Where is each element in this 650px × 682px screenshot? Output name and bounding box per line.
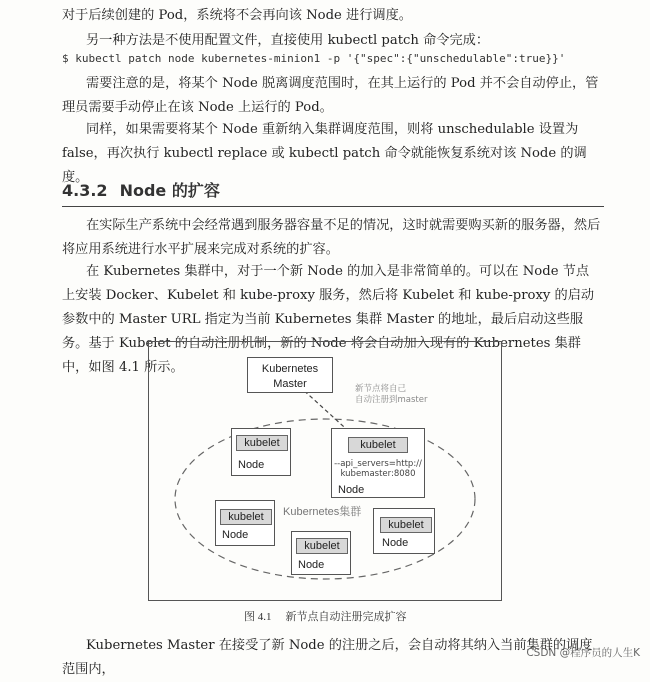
kubelet-1: kubelet <box>236 435 288 451</box>
code-line: $ kubectl patch node kubernetes-minion1 -p '{"spec":{"unschedulable":true}}' <box>62 52 566 65</box>
kubelet-3: kubelet <box>296 538 348 554</box>
figure-4-1 <box>148 341 502 601</box>
param-line-1: --api_servers=http:// <box>334 459 422 469</box>
kubelet-2: kubelet <box>220 509 272 525</box>
section-heading <box>62 178 220 201</box>
caption-text: 新节点自动注册完成扩容 <box>285 610 407 623</box>
note-line-2: 自动注册到master <box>355 395 428 405</box>
paragraph-2: 另一种方法是不使用配置文件，直接使用 kubectl patch 命令完成： <box>86 33 490 48</box>
paragraph-6: 在 Kubernetes 集群中，对于一个新 Node 的加入是非常简单的。可以在 Node 节点上安装 Docker、Kubelet 和 kube-proxy 服务，然后将 Kubelet 和 kube-proxy 的启动参数中的 Master URL 指定为当前 Kubernetes 集群 Master 的地址，最后启动这些服务。基于 Kubelet 的自动注册机制，新的 Node 将会自动加入现有的 Kubernetes 集群中，如图 4.1 所示。 <box>62 264 595 375</box>
node-4 <box>373 508 435 554</box>
node-2 <box>215 500 275 546</box>
node-3 <box>291 531 351 575</box>
paragraph-7: Kubernetes Master 在接受了新 Node 的注册之后，会自动将其纳入当前集群的调度范围内， <box>62 638 593 677</box>
param-line-2: kubemaster:8080 <box>340 469 416 479</box>
node-label-2: Node <box>222 529 249 541</box>
caption-number: 图 4.1 <box>244 611 272 623</box>
section-number: 4.3.2 <box>62 181 108 200</box>
figure-caption <box>244 608 407 624</box>
node-label-3: Node <box>298 559 325 571</box>
node-label-1: Node <box>238 459 265 471</box>
api-servers-param <box>332 459 424 479</box>
master-label-2: Master <box>273 378 307 390</box>
paragraph-3: 需要注意的是，将某个 Node 脱离调度范围时，在其上运行的 Pod 并不会自动停止，管理员需要手动停止在该 Node 上运行的 Pod。 <box>62 76 599 115</box>
paragraph-1: 对于后续创建的 Pod，系统将不会再向该 Node 进行调度。 <box>62 8 412 23</box>
note-line-1: 新节点将自己 <box>355 384 407 394</box>
paragraph-4: 同样，如果需要将某个 Node 重新纳入集群调度范围，则将 unschedulable 设置为 false，再次执行 kubectl replace 或 kubectl patch 命令就能恢复系统对该 Node 的调度。 <box>62 122 587 185</box>
master-label-1: Kubernetes <box>261 363 319 375</box>
section-title: Node 的扩容 <box>119 181 220 200</box>
section-divider <box>62 206 604 207</box>
master-box <box>247 357 333 393</box>
kubelet-new: kubelet <box>348 437 408 453</box>
watermark: CSDN @程序员的人生K <box>526 647 640 659</box>
node-label-new: Node <box>338 484 365 496</box>
register-note <box>355 384 427 406</box>
paragraph-5: 在实际生产系统中会经常遇到服务器容量不足的情况，这时就需要购买新的服务器，然后将应用系统进行水平扩展来完成对系统的扩容。 <box>62 218 601 257</box>
cluster-label: Kubernetes集群 <box>283 506 362 518</box>
kubelet-4: kubelet <box>380 517 432 533</box>
node-new <box>331 428 425 498</box>
node-label-4: Node <box>382 537 409 549</box>
node-1 <box>231 428 291 476</box>
